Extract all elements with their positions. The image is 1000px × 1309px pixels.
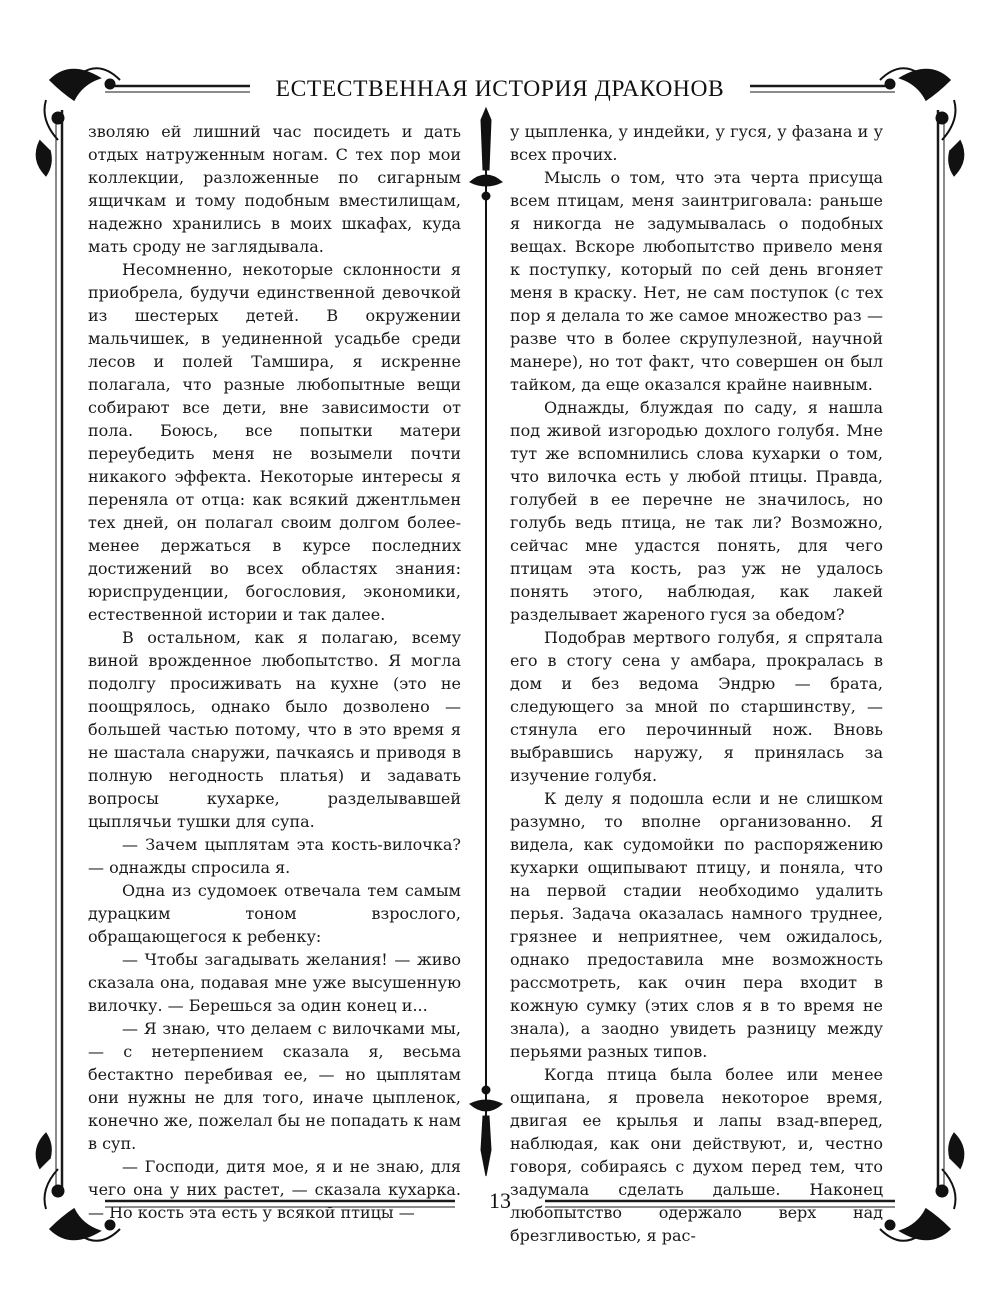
paragraph: — Я знаю, что делаем с вилочками мы, — с нетерпением сказала я, весьма бестактно перебивая ее, — но цыплятам они нужны не для того, иначе цыпленок, конечно же, пожелал бы не попадать к нам в суп. — [88, 1019, 461, 1153]
text-column-right — [510, 120, 883, 1245]
paragraph: зволяю ей лишний час посидеть и дать отдых натруженным ногам. С тех пор мои коллекции, разложенные по сигарным ящичкам и тому подобным вместилищам, надежно хранились в моих шкафах, куда мать сроду не заглядывала. — [88, 122, 461, 256]
paragraph: Когда птица была более или менее ощипана, я провела некоторое время, двигая ее крылья и лапы взад-вперед, наблюдая, как они действуют, и, честно говоря, собираясь с духом перед тем, что задумала сделать дальше. Наконец любопытство одержало верх над брезгливостью, я рас- — [510, 1065, 883, 1245]
page-number: 13 — [489, 1188, 511, 1213]
paragraph: К делу я подошла если и не слишком разумно, то вполне организованно. Я видела, как судомойки по распоряжению кухарки ощипывают птицу, и поняла, что на первой стадии необходимо удалить перья. Задача оказалась намного труднее, грязнее и неприятнее, чем ожидалось, однако предоставила мне возможность рассмотреть, как очин пера входит в кожную сумку (этих слов я в то время не знала), а заодно увидеть разницу между перьями разных типов. — [510, 789, 883, 1061]
corner-ornament-bottom-right — [880, 1133, 964, 1241]
paragraph: Подобрав мертвого голубя, я спрятала его в стогу сена у амбара, прокралась в дом и без ведома Эндрю — брата, следующего за мной по старшинству, — стянула его перочинный нож. Вновь выбравшись наружу, я принялась за изучение голубя. — [510, 628, 883, 785]
paragraph: — Господи, дитя мое, я и не знаю, для чего она у них растет, — сказала кухарка. — Но кость эта есть у всякой птицы — — [88, 1157, 461, 1222]
paragraph: Мысль о том, что эта черта присуща всем птицам, меня заинтриговала: раньше я никогда не задумывалась о подобных вещах. Вскоре любопытство привело меня к поступку, который по сей день вгоняет меня в краску. Нет, не сам поступок (с тех пор я делала то же самое множество раз — разве что в более скрупулезной, научной манере), но тот факт, что совершен он был тайком, да еще оказался крайне наивным. — [510, 168, 883, 394]
paragraph: Одна из судомоек отвечала тем самым дурацким тоном взрослого, обращающегося к ребенку: — [88, 881, 461, 946]
paragraph: Несомненно, некоторые склонности я приобрела, будучи единственной девочкой из шестерых детей. В окружении мальчишек, в уединенной усадьбе среди лесов и полей Тамшира, я искренне полагала, что разные любопытные вещи собирают все дети, вне зависимости от пола. Боюсь, все попытки матери переубедить меня не возымели почти никакого эффекта. Некоторые интересы я переняла от отца: как всякий джентльмен тех дней, он полагал своим долгом более-менее держаться в курсе последних достижений во всех областях знания: юриспруденции, богословия, экономики, естественной истории и так далее. — [88, 260, 461, 624]
paragraph: Однажды, блуждая по саду, я нашла под живой изгородью дохлого голубя. Мне тут же вспомнились слова кухарки о том, что вилочка есть у любой птицы. Правда, голубей в ее перечне не значилось, но голубь ведь птица, не так ли? Возможно, сейчас мне удастся понять, для чего птицам эта кость, раз уж не удалось понять этого, наблюдая, как лакей разделывает жареного гуся за обедом? — [510, 398, 883, 624]
running-header-title: ЕСТЕСТВЕННАЯ ИСТОРИЯ ДРАКОНОВ — [275, 76, 725, 102]
corner-ornament-top-right — [880, 68, 964, 176]
paragraph: — Зачем цыплятам эта кость-вилочка? — однажды спросила я. — [88, 835, 461, 877]
paragraph: — Чтобы загадывать желания! — живо сказала она, подавая мне уже высушенную вилочку. — Берешься за один конец и... — [88, 950, 461, 1015]
column-divider-ornament — [470, 108, 502, 1176]
paragraph: у цыпленка, у индейки, у гуся, у фазана и у всех прочих. — [510, 122, 883, 164]
text-column-left — [88, 120, 461, 1222]
paragraph: В остальном, как я полагаю, всему виной врожденное любопытство. Я могла подолгу просиживать на кухне (это не поощрялось, однако было дозволено — большей частью потому, что в это время я не шастала снаружи, пачкаясь и приводя в полную негодность платья) и задавать вопросы кухарке, разделывавшей цыплячьи тушки для супа. — [88, 628, 461, 831]
